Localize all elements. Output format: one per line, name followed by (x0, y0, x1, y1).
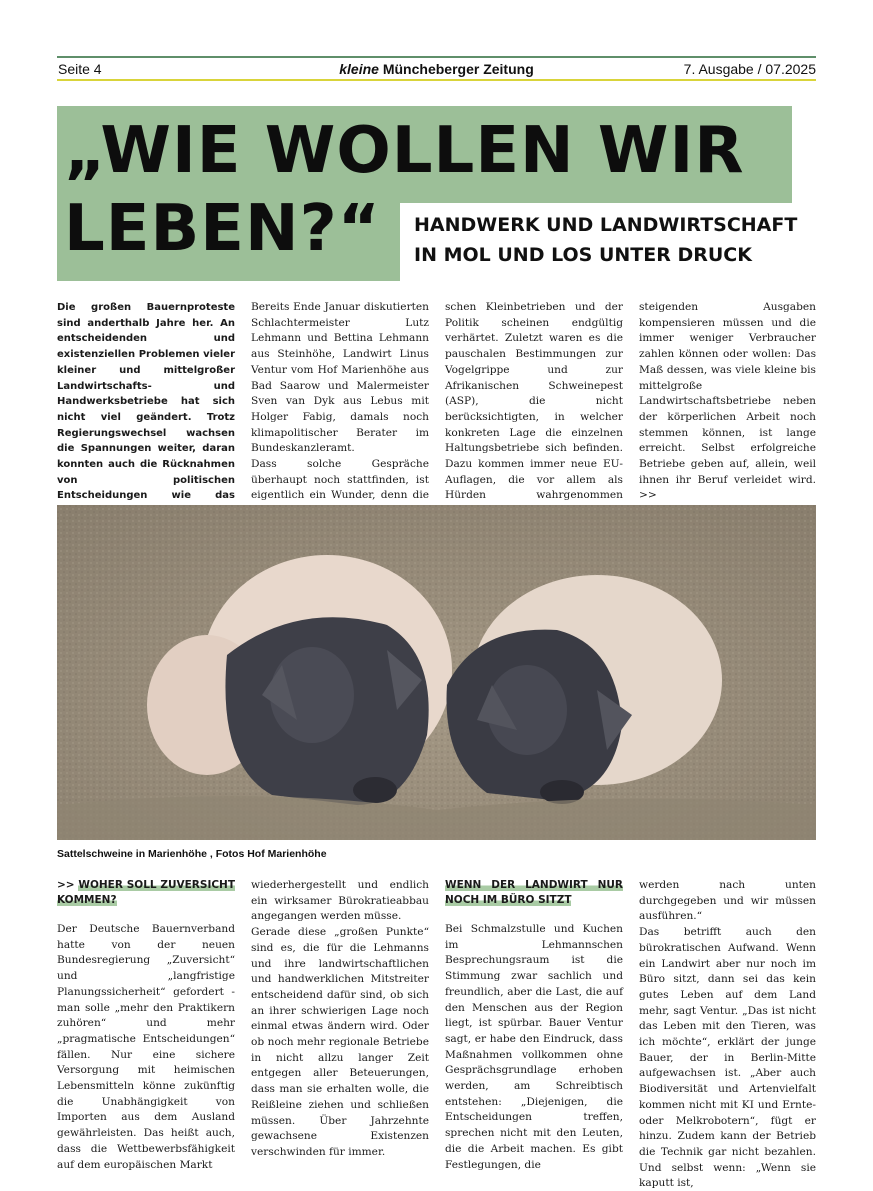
article-paragraph: Bei Schmalzstulle und Kuchen im Lehmannschen Besprechungsraum ist die Stimmung zwar sachlich und freundlich, aber die Last, die auf den Menschen aus der Region liegt, ist spürbar. Bauer Ventur sagt, er habe den Eindruck, dass Maßnahmen vollkommen ohne Gesprächsgrundlage erhoben werden, am Schreibtisch entstehen: „Diejenigen, die Entscheidungen treffen, sprechen nicht mit den Leuten, die die Arbeit machen. Es gibt Festlegungen, die (445, 923, 623, 1171)
article-lead: Die großen Bauernproteste sind anderthalb Jahre her. An entscheidenden und existenziellen Problemen vieler kleiner und mittelgroßer Landwirtschafts- und Handwerksbetriebe hat sich nicht viel geändert. Trotz Regierungswechsel wachsen die Spannungen weiter, daran konnten auch die Rücknahmen von politischen Entscheidungen wie das (57, 302, 235, 502)
newspaper-brand: kleine (339, 61, 379, 77)
section-continuation-1 (251, 878, 429, 1161)
section-heading-text: WOHER SOLL ZUVERSICHT KOMMEN? (57, 879, 236, 906)
newspaper-title: Müncheberger Zeitung (382, 61, 534, 77)
subheadline-line-2: IN MOL UND LOS UNTER DRUCK (414, 244, 752, 266)
issue-date: 7. Ausgabe / 07.2025 (683, 61, 816, 77)
article-paragraph: Gerade diese „großen Punkte“ sind es, die für die Lehmanns und ihre landwirtschaftlichen und handwerklichen Mitstreiter entscheidend dafür sind, ob sich an ihrer schwierigen Lage noch einmal etwas ändern wird. Oder ob noch mehr regionale Betriebe in nicht allzu langer Zeit entgegen aller Beteuerungen, dass man sie erhalten wolle, die Reißleine ziehen und schließen müssen. Über Jahrzehnte gewachsene Existenzen verschwinden für immer. (251, 926, 429, 1158)
header-rule-top (57, 56, 816, 58)
photo-caption: Sattelschweine in Marienhöhe , Fotos Hof Marienhöhe (57, 848, 327, 860)
section-heading (445, 878, 623, 908)
section-landwirt-buero (445, 878, 623, 1173)
headline-line-1: „WIE WOLLEN WIR (64, 114, 745, 188)
subheadline-line-1: HANDWERK UND LANDWIRTSCHAFT (414, 214, 798, 236)
headline-line-2: LEBEN?“ (64, 192, 381, 266)
subheadline (414, 210, 834, 270)
section-woher-soll-zuversicht (57, 878, 235, 1173)
page-number: Seite 4 (58, 61, 102, 77)
article-paragraph: Das betrifft auch den bürokratischen Aufwand. Wenn ein Landwirt aber nur noch im Büro sitzt, dann sei das kein gutes Leben auf dem Land mehr, sagt Ventur. „Das ist nicht das Leben mit den Tieren, was ich möchte“, erklärt der junge Bauer, der in Berlin-Mitte aufgewachsen ist. „Aber auch Biodiversität und Artenvielfalt kommen nicht mit KI und Ernte- oder Melkrobotern“, fügt er hinzu. Zudem kann der Betrieb die Technik gar nicht bezahlen. Und selbst wenn: „Wenn sie kaputt ist, (639, 926, 816, 1190)
article-paragraph: Der Deutsche Bauernverband hatte von der neuen Bundesregierung „Zuversicht“ und „langfristige Planungssicherheit“ gefordert - man solle „mehr den Praktikern zuhören“ und mehr „pragmatische Entscheidungen“ fällen. Nur eine sichere Versorgung mit heimischen Lebensmitteln könne zukünftig die Unabhängigkeit von Importen aus dem Ausland gewährleisten. Das heißt auch, dass die Wettbewerbsfähigkeit auf dem europäischen Markt (57, 923, 235, 1171)
article-column-3: schen Kleinbetrieben und der Politik scheinen endgültig verhärtet. Zuletzt waren es die pauschalen Bestimmungen zur Vogelgrippe und zur Afrikanischen Schweinepest (ASP), die nicht berücksichtigten, in welcher konkreten Lage die einzelnen Haltungsbetriebe sich befinden. Dazu kommen immer neue EU-Auflagen, die vor allem als Hürden wahrgenommen (445, 301, 623, 502)
pigs-photo (57, 505, 816, 840)
article-paragraph: Bereits Ende Januar diskutierten Schlachtermeister Lutz Lehmann und Bettina Lehmann aus Steinhöhe, Landwirt Linus Ventur vom Hof Marienhöhe aus Bad Saarow und Malermeister Sven van Dyk aus Lebus mit Holger Fabig, damals noch klimapolitischer Berater im Bundeskanzleramt. (251, 301, 429, 455)
article-paragraph: Dass solche Gespräche überhaupt noch stattfinden, ist eigentlich ein Wunder, denn die (251, 458, 429, 502)
section-heading (57, 878, 235, 908)
section-prefix: >> (57, 879, 75, 891)
section-continuation-2 (639, 878, 816, 1191)
article-column-2 (251, 300, 429, 520)
pigs-illustration (57, 505, 816, 840)
header-rule-bottom (57, 79, 816, 81)
article-paragraph: werden nach unten durchgegeben und wir müssen ausführen.“ (639, 879, 816, 923)
article-column-4: steigenden Ausgaben kompensieren müssen und die immer weniger Verbraucher zahlen können oder wollen: Das Maß dessen, was viele kleine bis mittelgroße Landwirtschaftsbetriebe neben der körperlichen Arbeit noch stemmen können, ist lange erreicht. Selbst erfolgreiche Betriebe geben auf, allein, weil ihnen ihr Beruf verleidet wird. >> (639, 301, 816, 502)
article-paragraph: wiederhergestellt und endlich ein wirksamer Bürokratieabbau angegangen werden müsse. (251, 879, 429, 923)
section-heading-text: WENN DER LANDWIRT NUR NOCH IM BÜRO SITZT (445, 879, 623, 906)
